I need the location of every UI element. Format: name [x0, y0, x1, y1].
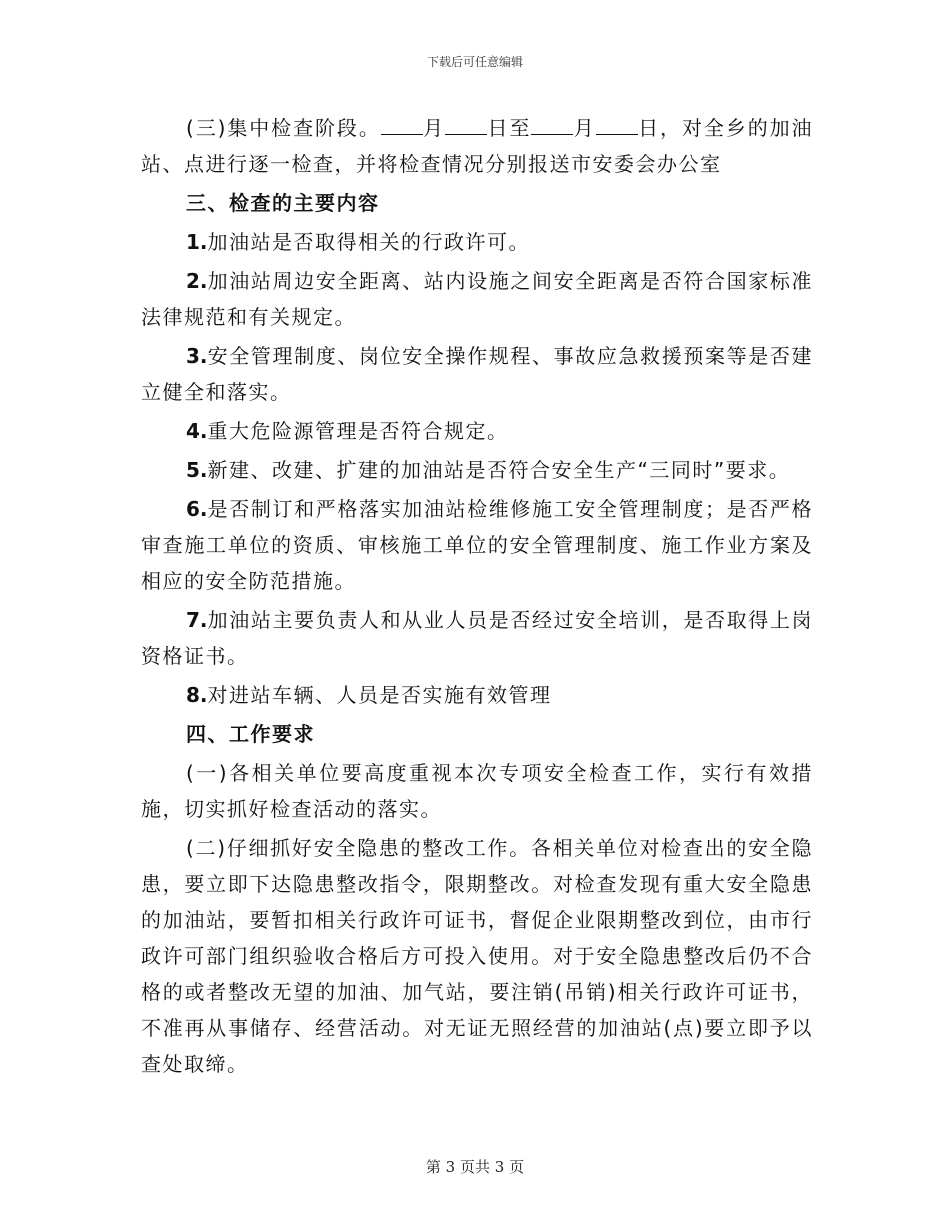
- item-number: 4.: [186, 419, 208, 443]
- list-item: [141, 263, 813, 335]
- item-text: 加油站周边安全距离、站内设施之间安全距离是否符合国家标准法律规范和有关规定。: [141, 269, 813, 329]
- month-label: 月: [422, 116, 446, 140]
- stage-prefix: (三)集中检查阶段。: [186, 116, 381, 140]
- item-text: 加油站是否取得相关的行政许可。: [207, 230, 531, 254]
- list-item: [141, 602, 813, 674]
- item-text: 新建、改建、扩建的加油站是否符合安全生产“三同时”要求。: [207, 458, 791, 482]
- paragraph-requirement-1: (一)各相关单位要高度重视本次专项安全检查工作，实行有效措施，切实抓好检查活动的落实。: [141, 761, 813, 821]
- list-item: [141, 413, 813, 449]
- item-number: 6.: [186, 497, 208, 521]
- list-item: [141, 677, 813, 713]
- item-number: 3.: [186, 344, 208, 368]
- item-number: 2.: [186, 269, 208, 293]
- blank-field: [381, 114, 423, 135]
- item-text: 对进站车辆、人员是否实施有效管理: [207, 683, 552, 707]
- blank-field: [445, 114, 487, 135]
- page-header: 下载后可任意编辑: [426, 55, 523, 69]
- month-label: 月: [573, 116, 596, 140]
- item-number: 1.: [186, 230, 208, 254]
- list-item: [141, 491, 813, 599]
- paragraph-inspection-stage: [141, 110, 813, 182]
- item-text: 加油站主要负责人和从业人员是否经过安全培训，是否取得上岗资格证书。: [141, 608, 813, 668]
- day-to-label: 日至: [487, 116, 532, 140]
- list-item: [141, 452, 813, 488]
- item-number: 8.: [186, 683, 208, 707]
- blank-field: [531, 114, 573, 135]
- item-number: 5.: [186, 458, 208, 482]
- list-item: [141, 338, 813, 410]
- page-footer: 第 3 页共 3 页: [425, 1158, 525, 1176]
- item-number: 7.: [186, 608, 208, 632]
- item-text: 重大危险源管理是否符合规定。: [207, 419, 509, 443]
- blank-field: [596, 114, 638, 135]
- section-heading-inspection-content: 三、检查的主要内容: [186, 191, 380, 215]
- list-item: [141, 224, 813, 260]
- stage-suffix: 日，对全乡的加油站、点进行逐一检查，并将检查情况分别报送市安委会办公室: [141, 116, 814, 176]
- section-heading-work-requirements: 四、工作要求: [186, 722, 315, 746]
- paragraph-requirement-2: (二)仔细抓好安全隐患的整改工作。各相关单位对检查出的安全隐患，要立即下达隐患整改指令，限期整改。对检查发现有重大安全隐患的加油站，要暂扣相关行政许可证书，督促企业限期整改到位，由市行政许可部门组织验收合格后方可投入使用。对于安全隐患整改后仍不合格的或者整改无望的加油、加气站，要注销(吊销)相关行政许可证书，不准再从事储存、经营活动。对无证无照经营的加油站(点)要立即予以查处取缔。: [141, 836, 813, 1076]
- item-text: 安全管理制度、岗位安全操作规程、事故应急救援预案等是否建立健全和落实。: [141, 344, 813, 404]
- document-body: [141, 110, 813, 1085]
- item-text: 是否制订和严格落实加油站检维修施工安全管理制度；是否严格审查施工单位的资质、审核施工单位的安全管理制度、施工作业方案及相应的安全防范措施。: [141, 497, 813, 593]
